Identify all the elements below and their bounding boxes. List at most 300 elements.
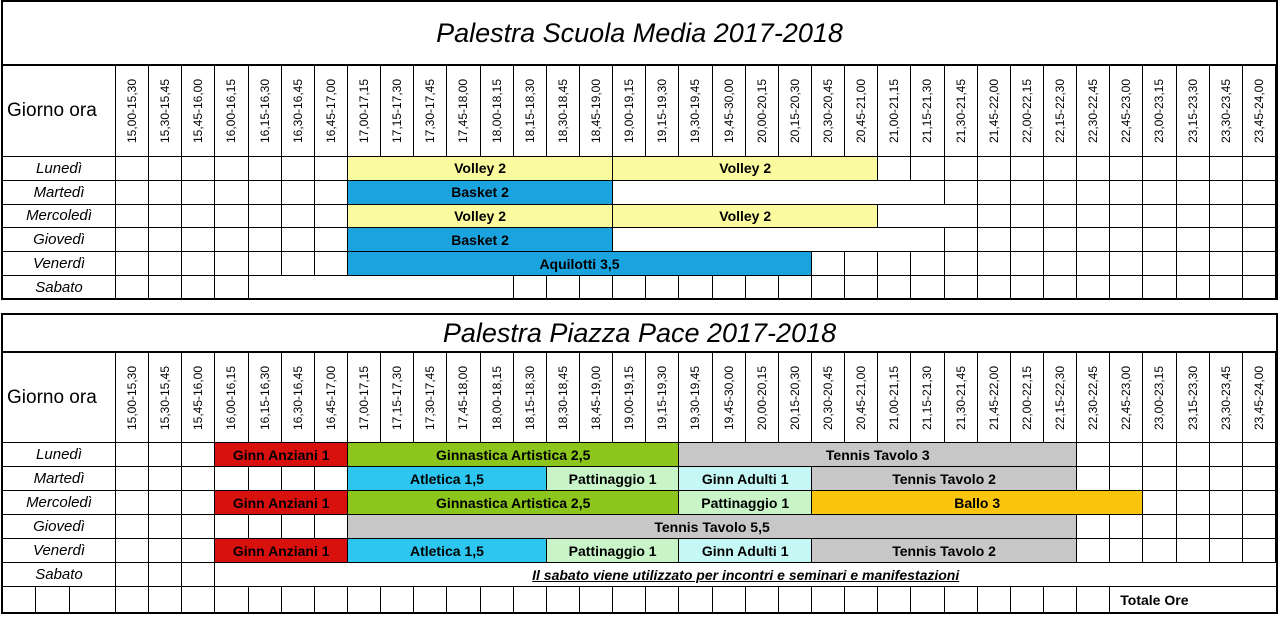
footer-cell <box>315 587 348 612</box>
time-slot-label: 18,15-18,30 <box>522 78 537 144</box>
footer-cell <box>215 587 248 612</box>
footer-cell <box>1044 587 1077 612</box>
grid-cell <box>116 563 149 587</box>
time-slot-header <box>481 353 514 443</box>
time-slot-header <box>878 66 911 157</box>
time-slot-header <box>414 66 447 157</box>
time-slot-header <box>1177 66 1210 157</box>
grid-cell <box>1210 252 1243 276</box>
grid-cell <box>1077 157 1110 181</box>
time-slot-label: 20,45-21,00 <box>854 78 869 144</box>
time-slot-label: 19,00-19,15 <box>622 78 637 144</box>
grid-cell <box>1110 276 1143 300</box>
time-slot-label: 22,45-23,00 <box>1119 78 1134 144</box>
time-slot-header <box>646 353 679 443</box>
activity-block: Ginn Anziani 1 <box>215 539 348 563</box>
grid-cell <box>878 276 911 300</box>
grid-cell <box>182 157 215 181</box>
time-slot-label: 18,45-19,00 <box>589 365 604 430</box>
time-slot-label: 21,45-22,00 <box>986 365 1001 430</box>
time-slot-header <box>149 353 182 443</box>
grid-cell <box>282 252 315 276</box>
grid-cell <box>182 467 215 491</box>
time-slot-label: 21,15-21,30 <box>920 78 935 144</box>
grid-cell <box>1077 443 1110 467</box>
time-slot-label: 18,15-18,30 <box>522 365 537 430</box>
grid-cell <box>116 157 149 181</box>
grid-cell <box>812 252 845 276</box>
activity-block: Tennis Tavolo 5,5 <box>348 515 1077 539</box>
grid-cell <box>1210 276 1243 300</box>
grid-cell <box>878 157 911 181</box>
time-slot-header <box>1210 353 1243 443</box>
empty-span <box>613 228 944 252</box>
time-slot-header <box>1243 353 1276 443</box>
time-slot-header <box>580 353 613 443</box>
footer-cell <box>613 587 646 612</box>
time-slot-header <box>1077 353 1110 443</box>
time-slot-header <box>282 66 315 157</box>
time-slot-header <box>514 353 547 443</box>
grid-cell <box>1243 181 1276 205</box>
activity-block: Ginn Adulti 1 <box>679 467 812 491</box>
time-slot-label: 19,15-19,30 <box>655 365 670 430</box>
time-slot-header <box>1011 66 1044 157</box>
header-label: Giorno ora <box>3 66 116 157</box>
time-slot-header <box>447 353 480 443</box>
time-slot-label: 20,30-20,45 <box>821 78 836 144</box>
grid-cell <box>1243 228 1276 252</box>
grid-cell <box>1011 205 1044 229</box>
time-slot-label: 23,15-23,30 <box>1185 78 1200 144</box>
grid-cell <box>1243 157 1276 181</box>
time-slot-label: 16,30-16,45 <box>290 365 305 430</box>
day-label: Sabato <box>3 276 116 300</box>
grid-cell <box>978 181 1011 205</box>
grid-cell <box>1210 443 1243 467</box>
activity-block: Tennis Tavolo 2 <box>812 467 1077 491</box>
time-slot-label: 23,45-24,00 <box>1251 365 1266 430</box>
grid-cell <box>978 252 1011 276</box>
grid-cell <box>1143 252 1176 276</box>
time-slot-label: 17,15-17,30 <box>390 78 405 144</box>
grid-cell <box>149 467 182 491</box>
time-slot-label: 16,00-16,15 <box>224 365 239 430</box>
footer-cell <box>414 587 447 612</box>
grid-cell <box>1210 228 1243 252</box>
time-slot-label: 22,30-22,45 <box>1086 78 1101 144</box>
activity-block: Volley 2 <box>613 205 878 229</box>
grid-cell <box>149 443 182 467</box>
grid-cell <box>116 491 149 515</box>
day-label: Martedì <box>3 467 116 491</box>
grid-cell <box>249 252 282 276</box>
grid-cell <box>1143 467 1176 491</box>
grid-cell <box>149 539 182 563</box>
time-slot-header <box>845 66 878 157</box>
day-label: Martedì <box>3 181 116 205</box>
grid-cell <box>1177 491 1210 515</box>
footer-cell <box>249 587 282 612</box>
time-slot-header <box>679 353 712 443</box>
total-hours-label: Totale Ore <box>1120 591 1189 608</box>
time-slot-header <box>812 353 845 443</box>
time-slot-header <box>149 66 182 157</box>
grid-cell <box>149 276 182 300</box>
grid-cell <box>1110 443 1143 467</box>
grid-cell <box>149 563 182 587</box>
grid-cell <box>1143 157 1176 181</box>
day-label: Giovedì <box>3 228 116 252</box>
activity-block: Ginn Anziani 1 <box>215 491 348 515</box>
time-slot-label: 15,30-15,45 <box>158 78 173 144</box>
footer-cell <box>116 587 149 612</box>
time-slot-label: 17,45-18,00 <box>456 78 471 144</box>
time-slot-header <box>779 66 812 157</box>
empty-span <box>878 205 977 229</box>
time-slot-label: 17,00-17,15 <box>357 365 372 430</box>
time-slot-label: 20,15-20,30 <box>787 78 802 144</box>
grid-cell <box>1243 252 1276 276</box>
time-slot-label: 19,45-30,00 <box>721 365 736 430</box>
grid-cell <box>315 467 348 491</box>
grid-cell <box>182 252 215 276</box>
time-slot-header <box>978 66 1011 157</box>
time-slot-label: 21,15-21,30 <box>920 365 935 430</box>
grid-cell <box>1110 539 1143 563</box>
grid-cell <box>1143 515 1176 539</box>
time-slot-label: 19,30-19,45 <box>688 365 703 430</box>
day-label: Lunedì <box>3 443 116 467</box>
grid-cell <box>215 515 248 539</box>
time-slot-label: 15,45-16,00 <box>191 78 206 144</box>
grid-cell <box>116 467 149 491</box>
time-slot-header <box>1110 66 1143 157</box>
grid-cell <box>1177 228 1210 252</box>
grid-cell <box>1011 276 1044 300</box>
time-slot-label: 16,45-17,00 <box>323 365 338 430</box>
time-slot-label: 23,30-23,45 <box>1218 78 1233 144</box>
footer-cell <box>149 587 182 612</box>
grid-cell <box>945 276 978 300</box>
footer-cell <box>646 587 679 612</box>
grid-cell <box>1210 491 1243 515</box>
activity-block: Pattinaggio 1 <box>679 491 812 515</box>
time-slot-label: 18,30-18,45 <box>555 365 570 430</box>
grid-cell <box>1177 157 1210 181</box>
time-slot-label: 19,30-19,45 <box>688 78 703 144</box>
time-slot-label: 16,15-16,30 <box>257 78 272 144</box>
footer-cell <box>348 587 381 612</box>
grid-cell <box>182 205 215 229</box>
grid-cell <box>1044 181 1077 205</box>
time-slot-header <box>746 66 779 157</box>
grid-cell <box>215 205 248 229</box>
grid-cell <box>149 228 182 252</box>
time-slot-header <box>249 66 282 157</box>
grid-cell <box>1077 539 1110 563</box>
grid-cell <box>1210 467 1243 491</box>
time-slot-header <box>812 66 845 157</box>
grid-cell <box>1077 205 1110 229</box>
time-slot-label: 23,45-24,00 <box>1251 78 1266 144</box>
grid-cell <box>1143 181 1176 205</box>
grid-cell <box>1011 252 1044 276</box>
footer-cell <box>779 587 812 612</box>
grid-cell <box>978 157 1011 181</box>
time-slot-header <box>381 353 414 443</box>
time-slot-header <box>182 353 215 443</box>
grid-cell <box>1143 205 1176 229</box>
grid-cell <box>1143 228 1176 252</box>
time-slot-header <box>116 66 149 157</box>
grid-cell <box>1243 276 1276 300</box>
time-slot-label: 20,30-20,45 <box>821 365 836 430</box>
grid-cell <box>149 205 182 229</box>
time-slot-label: 19,45-30,00 <box>721 78 736 144</box>
time-slot-label: 17,45-18,00 <box>456 365 471 430</box>
grid-cell <box>215 276 248 300</box>
time-slot-label: 22,45-23,00 <box>1119 365 1134 430</box>
grid-cell <box>1143 491 1176 515</box>
grid-cell <box>182 228 215 252</box>
schedule-scuola-media <box>1 0 1278 300</box>
time-slot-label: 21,45-22,00 <box>986 78 1001 144</box>
grid-cell <box>779 276 812 300</box>
grid-cell <box>1177 252 1210 276</box>
grid-cell <box>1177 205 1210 229</box>
grid-cell <box>149 515 182 539</box>
time-slot-label: 18,00-18,15 <box>489 78 504 144</box>
grid-cell <box>945 252 978 276</box>
grid-cell <box>182 443 215 467</box>
time-slot-header <box>845 353 878 443</box>
time-slot-header <box>713 66 746 157</box>
grid-cell <box>1077 181 1110 205</box>
grid-cell <box>315 515 348 539</box>
activity-block: Tennis Tavolo 2 <box>812 539 1077 563</box>
activity-block: Aquilotti 3,5 <box>348 252 812 276</box>
grid-cell <box>1243 491 1276 515</box>
grid-cell <box>182 539 215 563</box>
schedule-piazza-pace <box>1 313 1278 614</box>
footer-cell <box>1011 587 1044 612</box>
grid-cell <box>1044 228 1077 252</box>
grid-cell <box>282 228 315 252</box>
footer-cell <box>282 587 315 612</box>
grid-cell <box>945 228 978 252</box>
schedule-title: Palestra Scuola Media 2017-2018 <box>3 2 1276 66</box>
grid-cell <box>116 276 149 300</box>
grid-cell <box>911 252 944 276</box>
footer-cell <box>945 587 978 612</box>
grid-cell <box>1044 205 1077 229</box>
grid-cell <box>149 181 182 205</box>
activity-block: Basket 2 <box>348 181 613 205</box>
grid-cell <box>978 205 1011 229</box>
grid-cell <box>646 276 679 300</box>
grid-cell <box>182 491 215 515</box>
footer-cell <box>182 587 215 612</box>
time-slot-label: 16,15-16,30 <box>257 365 272 430</box>
grid-cell <box>249 515 282 539</box>
grid-cell <box>1177 539 1210 563</box>
time-slot-header <box>547 66 580 157</box>
grid-cell <box>547 276 580 300</box>
time-slot-label: 23,30-23,45 <box>1218 365 1233 430</box>
grid-cell <box>315 252 348 276</box>
activity-block: Atletica 1,5 <box>348 467 547 491</box>
time-slot-header <box>182 66 215 157</box>
grid-cell <box>1210 515 1243 539</box>
grid-cell <box>149 491 182 515</box>
time-slot-header <box>447 66 480 157</box>
time-slot-label: 22,00-22,15 <box>1019 365 1034 430</box>
activity-block: Tennis Tavolo 3 <box>679 443 1077 467</box>
grid-cell <box>1110 205 1143 229</box>
grid-cell <box>978 228 1011 252</box>
time-slot-label: 16,00-16,15 <box>224 78 239 144</box>
day-label: Mercoledì <box>3 205 116 229</box>
footer-cell <box>746 587 779 612</box>
grid-cell <box>1243 467 1276 491</box>
activity-block: Volley 2 <box>613 157 878 181</box>
grid-cell <box>1110 228 1143 252</box>
day-label: Mercoledì <box>3 491 116 515</box>
time-slot-header <box>116 353 149 443</box>
time-slot-label: 18,45-19,00 <box>589 78 604 144</box>
grid-cell <box>116 181 149 205</box>
time-slot-header <box>215 66 248 157</box>
grid-cell <box>911 276 944 300</box>
grid-cell <box>1177 467 1210 491</box>
grid-cell <box>1110 515 1143 539</box>
grid-cell <box>149 252 182 276</box>
grid-cell <box>1177 443 1210 467</box>
day-label: Lunedì <box>3 157 116 181</box>
time-slot-header <box>414 353 447 443</box>
grid-cell <box>1110 181 1143 205</box>
grid-cell <box>1210 539 1243 563</box>
time-slot-header <box>348 353 381 443</box>
grid-cell <box>911 157 944 181</box>
grid-cell <box>315 157 348 181</box>
day-label: Sabato <box>3 563 116 587</box>
footer-cell <box>878 587 911 612</box>
time-slot-label: 17,30-17,45 <box>423 78 438 144</box>
time-slot-header <box>911 353 944 443</box>
time-slot-label: 22,00-22,15 <box>1019 78 1034 144</box>
time-slot-header <box>945 66 978 157</box>
empty-span <box>613 181 944 205</box>
time-slot-label: 17,15-17,30 <box>390 365 405 430</box>
grid-cell <box>1077 515 1110 539</box>
time-slot-header <box>978 353 1011 443</box>
time-slot-label: 16,45-17,00 <box>323 78 338 144</box>
time-slot-header <box>713 353 746 443</box>
time-slot-label: 22,15-22,30 <box>1053 78 1068 144</box>
activity-block: Ginn Adulti 1 <box>679 539 812 563</box>
grid-cell <box>116 205 149 229</box>
day-label: Venerdì <box>3 252 116 276</box>
time-slot-label: 20,15-20,30 <box>787 365 802 430</box>
activity-block: Ginnastica Artistica 2,5 <box>348 491 679 515</box>
schedule-title: Palestra Piazza Pace 2017-2018 <box>3 315 1276 353</box>
grid-cell <box>1210 205 1243 229</box>
time-slot-label: 15,45-16,00 <box>191 365 206 430</box>
time-slot-label: 19,00-19,15 <box>622 365 637 430</box>
time-slot-label: 22,30-22,45 <box>1086 365 1101 430</box>
grid-cell <box>215 228 248 252</box>
grid-cell <box>116 539 149 563</box>
grid-cell <box>182 563 215 587</box>
footer-cell <box>911 587 944 612</box>
grid-cell <box>1110 467 1143 491</box>
time-slot-header <box>348 66 381 157</box>
time-slot-label: 15,00-15,30 <box>125 78 140 144</box>
grid-cell <box>1143 539 1176 563</box>
grid-cell <box>1011 181 1044 205</box>
grid-cell <box>580 276 613 300</box>
time-slot-header <box>1044 353 1077 443</box>
grid-cell <box>282 467 315 491</box>
grid-cell <box>746 276 779 300</box>
grid-cell <box>1077 252 1110 276</box>
time-slot-header <box>1243 66 1276 157</box>
grid-cell <box>845 276 878 300</box>
grid-cell <box>1177 276 1210 300</box>
time-slot-label: 21,00-21,15 <box>887 365 902 430</box>
grid-cell <box>315 228 348 252</box>
footer-cell <box>481 587 514 612</box>
time-slot-header <box>1143 66 1176 157</box>
header-label: Giorno ora <box>3 353 116 443</box>
grid-cell <box>1143 276 1176 300</box>
footer-cell <box>547 587 580 612</box>
grid-cell <box>149 157 182 181</box>
grid-cell <box>282 515 315 539</box>
time-slot-label: 21,00-21,15 <box>887 78 902 144</box>
time-slot-header <box>315 66 348 157</box>
grid-cell <box>945 157 978 181</box>
grid-cell <box>1243 539 1276 563</box>
grid-cell <box>249 467 282 491</box>
grid-cell <box>1110 157 1143 181</box>
time-slot-header <box>779 353 812 443</box>
grid-cell <box>1210 157 1243 181</box>
grid-cell <box>1011 157 1044 181</box>
grid-cell <box>215 467 248 491</box>
time-slot-label: 17,30-17,45 <box>423 365 438 430</box>
grid-cell <box>713 276 746 300</box>
time-slot-label: 22,15-22,30 <box>1053 365 1068 430</box>
footer-cell <box>713 587 746 612</box>
grid-cell <box>1243 443 1276 467</box>
footer-cell <box>3 587 36 612</box>
time-slot-header <box>249 353 282 443</box>
time-slot-header <box>547 353 580 443</box>
footer-cell <box>70 587 116 612</box>
footer-cell <box>580 587 613 612</box>
time-slot-label: 20,00-20,15 <box>754 365 769 430</box>
grid-cell <box>1243 205 1276 229</box>
activity-block: Atletica 1,5 <box>348 539 547 563</box>
grid-cell <box>1044 157 1077 181</box>
grid-cell <box>1077 467 1110 491</box>
time-slot-header <box>1210 66 1243 157</box>
time-slot-label: 18,30-18,45 <box>555 78 570 144</box>
grid-cell <box>282 205 315 229</box>
